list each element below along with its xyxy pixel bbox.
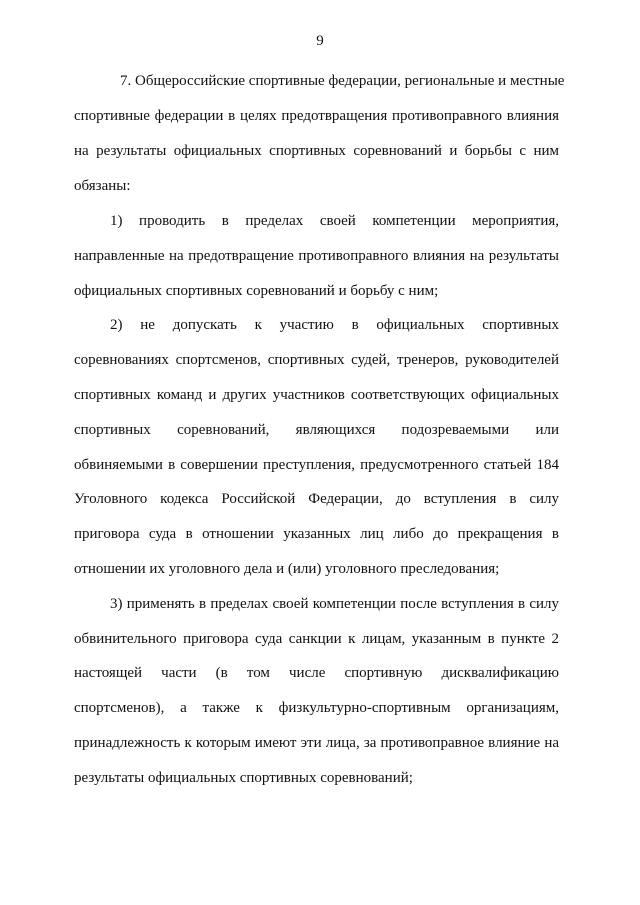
text-line: спортивных команд и других участников соответствующих официальных [74, 387, 559, 403]
text-line: обвиняемыми в совершении преступления, предусмотренного статьей 184 [74, 457, 559, 473]
text-line: официальных спортивных соревнований и борьбу с ним; [74, 283, 439, 299]
text-line: 7. Общероссийские спортивные федерации, региональные и местные [120, 73, 565, 89]
text-line: приговора суда в отношении указанных лиц либо до прекращения в [74, 526, 559, 542]
text-line: результаты официальных спортивных соревнований; [74, 770, 413, 786]
text-line: спортивные федерации в целях предотвращения противоправного влияния [74, 108, 559, 124]
text-line: спортивных соревнований, являющихся подозреваемыми или [74, 422, 559, 438]
page-number: 9 [316, 33, 324, 49]
text-line: обвинительного приговора суда санкции к лицам, указанным в пункте 2 [74, 631, 559, 647]
text-line: направленные на предотвращение противоправного влияния на результаты [74, 248, 559, 264]
text-line: спортсменов), а также к физкультурно-спортивным организациям, [74, 700, 559, 716]
text-line: на результаты официальных спортивных соревнований и борьбы с ним [74, 143, 559, 159]
text-line: отношении их уголовного дела и (или) уголовного преследования; [74, 561, 500, 577]
text-line: 3) применять в пределах своей компетенции после вступления в силу [110, 596, 559, 612]
text-line: 2) не допускать к участию в официальных спортивных [110, 317, 559, 333]
text-line: 1) проводить в пределах своей компетенции мероприятия, [110, 213, 559, 229]
text-line: настоящей части (в том числе спортивную дисквалификацию [74, 665, 559, 681]
text-line: Уголовного кодекса Российской Федерации, до вступления в силу [74, 491, 559, 507]
text-line: принадлежность к которым имеют эти лица, за противоправное влияние на [74, 735, 559, 751]
text-line: соревнованиях спортсменов, спортивных судей, тренеров, руководителей [74, 352, 559, 368]
text-line: обязаны: [74, 178, 131, 194]
